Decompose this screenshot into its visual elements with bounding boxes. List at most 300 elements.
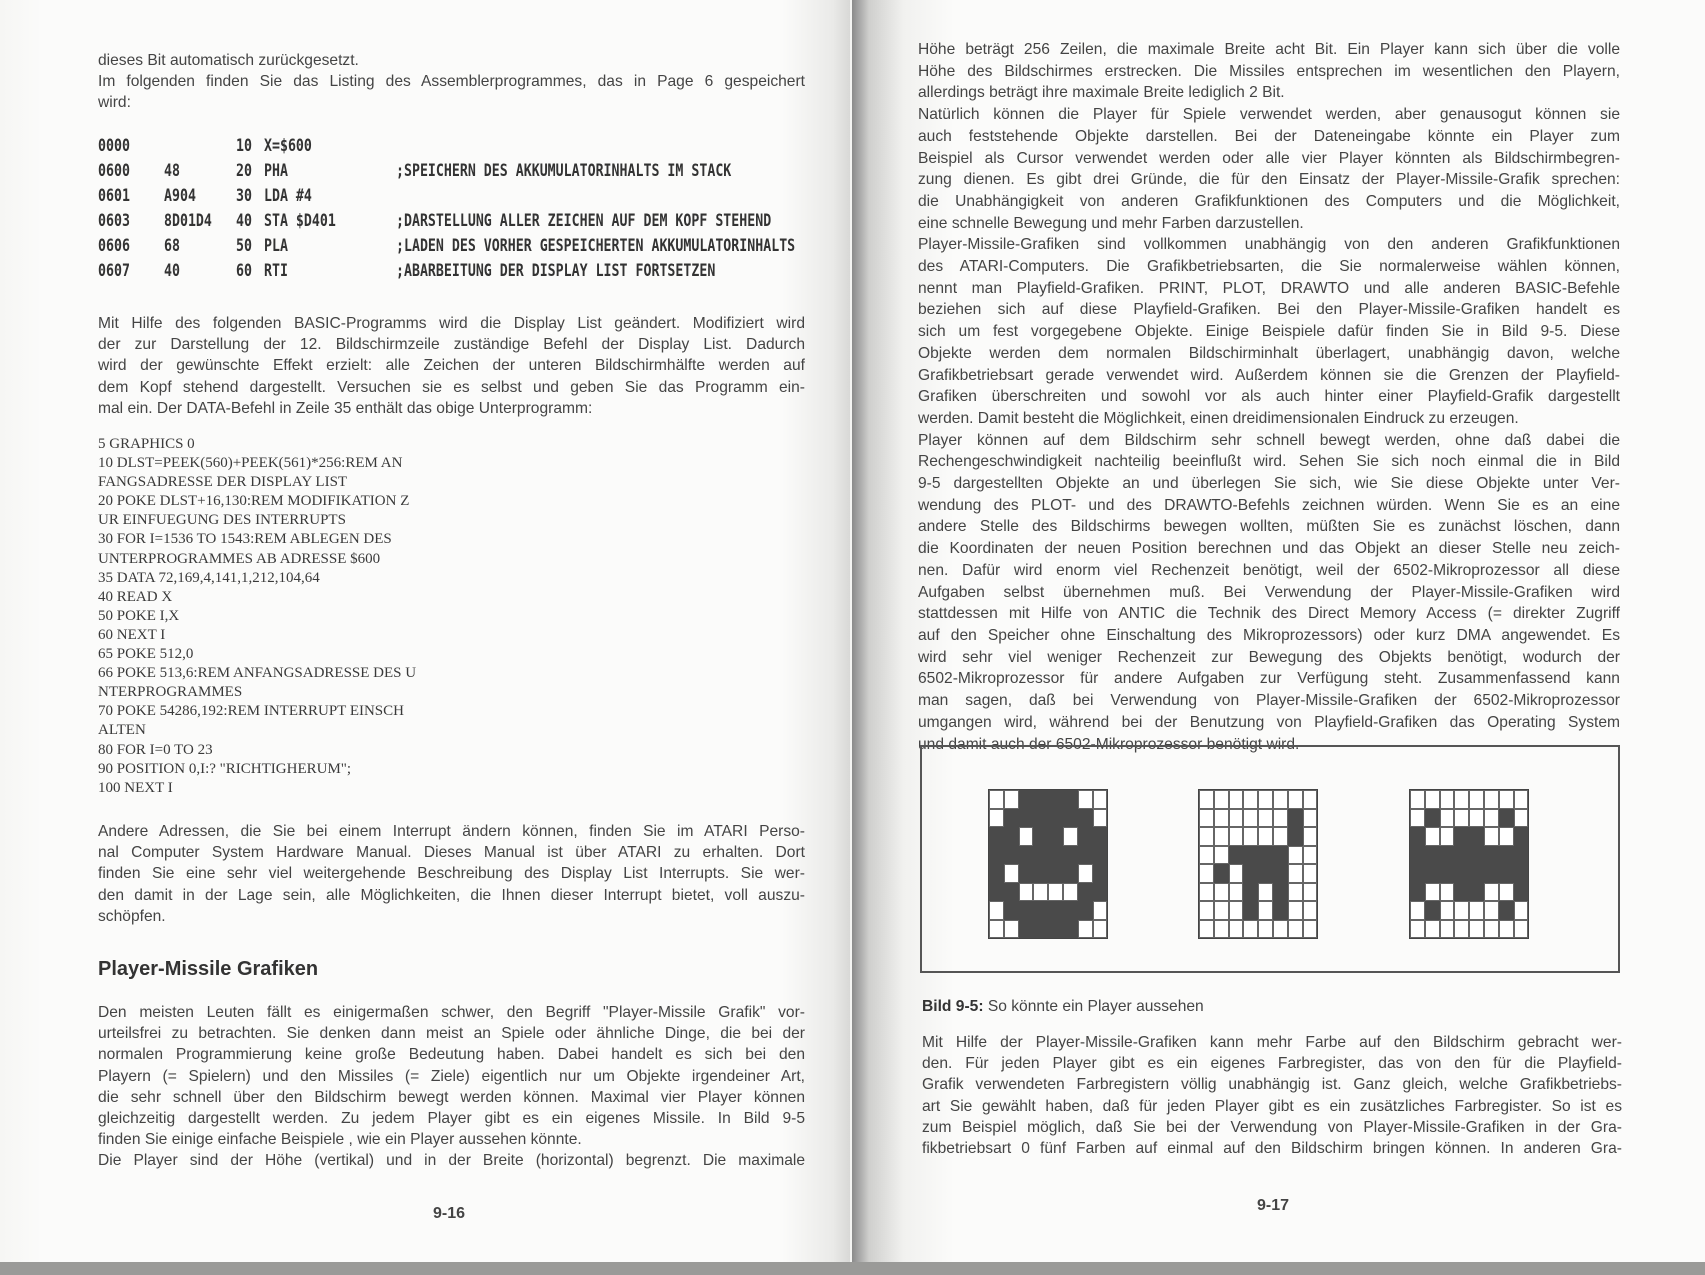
assembler-line: 30	[235, 186, 252, 206]
bitmap-cell	[1229, 790, 1244, 809]
text-line: Höhe des Bildschirmes erstrecken. Die Missiles entsprechen im wesentlichen den Playern,	[918, 62, 1620, 80]
bitmap-cell	[1214, 864, 1229, 883]
bitmap-cell	[1303, 901, 1318, 920]
section-heading: Player-Missile Grafiken	[98, 958, 319, 980]
assembler-addr: 0603	[98, 211, 130, 231]
bitmap-cell	[1410, 790, 1425, 809]
bitmap-cell	[1258, 809, 1273, 828]
bitmap-cell	[1033, 901, 1048, 920]
text-line: wendung des PLOT- und des DRAWTO-Befehls zeichnen würden. Wenn Sie es an eine	[918, 496, 1620, 514]
text-line: Grafiken überschreiten und sowohl vor als auch hinter einer Playfield-Grafik dargestellt	[918, 388, 1620, 406]
text-line: stattdessen mit Hilfe von ANTIC die Technik des Direct Memory Access (= direkter Zugriff	[918, 605, 1620, 623]
bitmap-cell	[1199, 901, 1214, 920]
bitmap-cell	[1214, 827, 1229, 846]
bitmap-cell	[1440, 846, 1455, 865]
bitmap-cell	[1004, 883, 1019, 902]
bitmap-cell	[1469, 827, 1484, 846]
bitmap-cell	[1425, 883, 1440, 902]
text-line: Player-Missile-Grafiken sind vollkommen unabhängig von den anderen Grafikfunktionen	[918, 236, 1620, 254]
bitmap-cell	[1093, 883, 1108, 902]
bitmap-cell	[1258, 883, 1273, 902]
bitmap-cell	[1048, 790, 1063, 809]
bitmap-cell	[1303, 920, 1318, 939]
text-line: fikbetriebsart 0 fünf Farben auf einmal auf den Bildschirm bringen können. In anderen Gra-	[922, 1140, 1622, 1158]
bitmap-cell	[1410, 846, 1425, 865]
bitmap-cell	[1078, 809, 1093, 828]
bitmap-cell	[1048, 901, 1063, 920]
assembler-instr: RTI	[263, 261, 288, 281]
text-line: Player können auf dem Bildschirm sehr schnell bewegt werden, ohne daß dabei die	[918, 431, 1620, 449]
players-paragraph	[98, 1002, 805, 1172]
text-line: wird der gewünschte Effekt erzielt: alle Zeichen der unteren Bildschirmhälfte werden auf	[98, 357, 805, 375]
bitmap-cell	[1484, 883, 1499, 902]
assembler-comment: ;ABARBEITUNG DER DISPLAY LIST FORTSETZEN	[395, 261, 716, 281]
text-line: gleichzeitig dargestellt werden. Zu jedem Player gibt es ein eigenes Missile. In Bild 9-5	[98, 1110, 805, 1128]
basic-line: 100 NEXT I	[98, 779, 173, 796]
bitmap-cell	[1469, 920, 1484, 939]
text-line: die sehr schnell über den Bildschirm bewegt werden können. Maximal vier Player können	[98, 1088, 805, 1106]
text-line: den. Für jeden Player gibt es ein eigenes Farbregister, das von den für die Playfield-	[922, 1055, 1622, 1073]
assembler-addr: 0600	[98, 161, 130, 181]
bitmap-cell	[1425, 846, 1440, 865]
bitmap-cell	[1484, 901, 1499, 920]
text-line: Objekte werden dem normalen Bildschirminhalt überlagert, unabhängig davon, welche	[918, 344, 1620, 362]
bitmap-cell	[1514, 864, 1529, 883]
bitmap-cell	[1273, 809, 1288, 828]
basic-line: 5 GRAPHICS 0	[98, 436, 195, 452]
assembler-comment: ;LADEN DES VORHER GESPEICHERTEN AKKUMULATORINHALTS	[395, 236, 796, 256]
text-line: allerdings beträgt ihre maximale Breite lediglich 2 Bit.	[918, 84, 1285, 102]
bitmap-cell	[1303, 864, 1318, 883]
text-line: die Koordinaten der neuen Position berechnen und das Objekt an dieser Stelle neu zeich-	[918, 540, 1620, 558]
bitmap-cell	[1229, 883, 1244, 902]
text-line: Die Player sind der Höhe (vertikal) und in der Breite (horizontal) begrenzt. Die maximale	[98, 1152, 805, 1170]
text-line: die Unabhängigkeit von anderen Grafikfunktionen des Computers und die Möglichkeit,	[918, 192, 1620, 210]
basic-line: FANGSADRESSE DER DISPLAY LIST	[98, 474, 348, 491]
bitmap-cell	[989, 920, 1004, 939]
bitmap-cell	[1063, 864, 1078, 883]
bitmap-cell	[1093, 809, 1108, 828]
bitmap-cell	[1469, 883, 1484, 902]
bitmap-cell	[1469, 846, 1484, 865]
text-line: andere Stelle des Bildschirms bewegen wollten, müßten Sie es zunächst löschen, dann	[918, 518, 1620, 536]
bitmap-cell	[1454, 827, 1469, 846]
text-line: Den meisten Leuten fällt es einigermaßen schwer, den Begriff "Player-Missile Grafik" vor-	[98, 1004, 805, 1021]
bitmap-cell	[1258, 846, 1273, 865]
bitmap-cell	[1484, 846, 1499, 865]
text-line: umgangen wird, während bei der Benutzung von Playfield-Grafiken das Operating System	[918, 713, 1620, 731]
bitmap-cell	[1410, 920, 1425, 939]
scan-edge	[0, 1262, 1705, 1275]
assembler-bytes: 40	[163, 261, 180, 281]
text-line: zung dienen. Es gibt drei Gründe, die für den Einsatz der Player-Missile-Grafik sprechen:	[918, 171, 1620, 189]
bitmap-cell	[1440, 864, 1455, 883]
text-line: mal ein. Der DATA-Befehl in Zeile 35 enthält das obige Unterprogramm:	[98, 399, 593, 417]
bitmap-cell	[1093, 901, 1108, 920]
bitmap-cell	[1440, 790, 1455, 809]
bitmap-cell	[1514, 809, 1529, 828]
bitmap-cell	[1199, 920, 1214, 939]
bitmap-cell	[1078, 846, 1093, 865]
bitmap-cell	[1033, 790, 1048, 809]
bitmap-cell	[1288, 883, 1303, 902]
bitmap-cell	[1033, 809, 1048, 828]
assembler-row	[98, 136, 800, 161]
bitmap-cell	[1078, 827, 1093, 846]
bitmap-cell	[1078, 920, 1093, 939]
bitmap-cell	[1078, 883, 1093, 902]
bitmap-cell	[1499, 883, 1514, 902]
bitmap-cell	[1063, 827, 1078, 846]
bitmap-cell	[1258, 920, 1273, 939]
text-line: Höhe beträgt 256 Zeilen, die maximale Breite acht Bit. Ein Player kann sich über die volle	[918, 41, 1620, 58]
bitmap-cell	[1243, 864, 1258, 883]
bitmap-cell	[1243, 827, 1258, 846]
bitmap-cell	[1093, 846, 1108, 865]
assembler-row	[98, 211, 800, 236]
assembler-row	[98, 261, 800, 286]
bitmap-cell	[1425, 901, 1440, 920]
text-line: wird:	[98, 94, 131, 112]
player-bitmap	[988, 789, 1108, 939]
assembler-instr: STA $D401	[263, 211, 336, 231]
bitmap-cell	[1273, 864, 1288, 883]
text-line: schöpfen.	[98, 907, 166, 925]
bitmap-cell	[1425, 790, 1440, 809]
basic-line: 70 POKE 54286,192:REM INTERRUPT EINSCH	[98, 703, 404, 720]
basic-listing	[98, 435, 416, 798]
basic-line: 60 NEXT I	[98, 626, 166, 643]
bitmap-cell	[1425, 827, 1440, 846]
caption-label: Bild 9-5:	[922, 998, 984, 1015]
bitmap-cell	[1048, 827, 1063, 846]
bitmap-cell	[989, 790, 1004, 809]
text-line: Playern (= Spielern) und den Missiles (= Ziele) eigentlich nur um Objekte irgendeiner Art,	[98, 1067, 805, 1085]
text-line: finden Sie einige einfache Beispiele , wie ein Player aussehen könnte.	[98, 1131, 582, 1149]
bitmap-cell	[1454, 846, 1469, 865]
basic-line: 40 READ X	[98, 588, 173, 605]
bitmap-cell	[1514, 790, 1529, 809]
text-line: nen. Dafür wird enorm viel Rechenzeit benötigt, weil der 6502-Mikroprozessor all diese	[918, 561, 1620, 579]
bitmap-cell	[1425, 920, 1440, 939]
page-number-right: 9-17	[1257, 1197, 1290, 1214]
bitmap-cell	[1273, 920, 1288, 939]
text-line: Grafik verwendeten Farbregistern völlig unabhängig ist. Ganz gleich, welche Grafikbetriebs-	[922, 1076, 1622, 1094]
bitmap-cell	[1514, 883, 1529, 902]
text-line: nennt man Playfield-Grafiken. PRINT, PLOT, DRAWTO und alle anderen BASIC-Befehle	[918, 279, 1620, 297]
bitmap-cell	[1033, 883, 1048, 902]
bitmap-cell	[989, 864, 1004, 883]
page-number-left: 9-16	[433, 1205, 466, 1222]
bitmap-cell	[1499, 864, 1514, 883]
assembler-bytes: 68	[163, 236, 180, 256]
bitmap-cell	[989, 883, 1004, 902]
bitmap-cell	[1469, 864, 1484, 883]
text-line: Rechengeschwindigkeit nachteilig beeinflußt wird. Sehen Sie sich noch einmal die in Bild	[918, 453, 1620, 471]
text-line: art Sie gewählt haben, daß für jeden Player gibt es ein zusätzliches Farbregister. So ist es	[922, 1097, 1622, 1115]
assembler-row	[98, 186, 800, 211]
bitmap-cell	[1288, 827, 1303, 846]
bitmap-cell	[1243, 901, 1258, 920]
text-line: der zur Darstellung der 12. Bildschirmzeile zuständige Befehl der Display List. Dadurch	[98, 336, 805, 354]
text-line: normalen Programmierung keine große Bedeutung haben. Dabei handelt es sich bei den	[98, 1046, 805, 1064]
bitmap-cell	[1019, 883, 1034, 902]
bitmap-cell	[1019, 901, 1034, 920]
bitmap-cell	[1258, 827, 1273, 846]
text-line: man sagen, daß bei Verwendung von Player-Missile-Grafiken der 6502-Mikroprozessor	[918, 692, 1620, 710]
bitmap-cell	[1288, 809, 1303, 828]
bitmap-cell	[1410, 901, 1425, 920]
bitmap-cell	[1063, 920, 1078, 939]
bitmap-cell	[1499, 901, 1514, 920]
bitmap-cell	[1454, 901, 1469, 920]
bitmap-cell	[1214, 809, 1229, 828]
assembler-instr: LDA #4	[263, 186, 312, 206]
assembler-comment: ;SPEICHERN DES AKKUMULATORINHALTS IM STACK	[395, 161, 732, 181]
bitmap-cell	[1469, 809, 1484, 828]
bitmap-cell	[1019, 846, 1034, 865]
text-line: auch feststehende Objekte darstellen. Bei der Dateneingabe könnte ein Player zum	[918, 127, 1620, 145]
assembler-comment: ;DARSTELLUNG ALLER ZEICHEN AUF DEM KOPF STEHEND	[395, 211, 772, 231]
bitmap-cell	[1004, 790, 1019, 809]
bitmap-cell	[1410, 883, 1425, 902]
bitmap-cell	[1063, 883, 1078, 902]
basic-line: NTERPROGRAMMES	[98, 684, 243, 701]
bitmap-cell	[1078, 901, 1093, 920]
bitmap-cell	[1004, 920, 1019, 939]
bitmap-cell	[1093, 920, 1108, 939]
bitmap-cell	[1093, 864, 1108, 883]
bitmap-cell	[1499, 827, 1514, 846]
text-line: Beispiel als Cursor verwendet werden oder alle vier Player könnten als Bildschirmbegren-	[918, 149, 1620, 167]
basic-line: ALTEN	[98, 722, 146, 739]
bitmap-cell	[1273, 790, 1288, 809]
bitmap-cell	[1214, 883, 1229, 902]
assembler-bytes: 8D01D4	[163, 211, 212, 231]
bitmap-cell	[1454, 790, 1469, 809]
bitmap-cell	[989, 809, 1004, 828]
assembler-addr: 0607	[98, 261, 130, 281]
assembler-bytes: 48	[163, 161, 180, 181]
assembler-line: 50	[235, 236, 252, 256]
bitmap-cell	[989, 827, 1004, 846]
bitmap-cell	[1303, 827, 1318, 846]
bitmap-cell	[1484, 864, 1499, 883]
intro-paragraph	[98, 50, 805, 114]
bitmap-cell	[1229, 827, 1244, 846]
player-bitmap	[1409, 789, 1529, 939]
bitmap-cell	[1440, 827, 1455, 846]
text-line: werden. Damit besteht die Möglichkeit, einen dreidimensionalen Eindruck zu erzeugen.	[918, 409, 1519, 427]
bitmap-cell	[1440, 809, 1455, 828]
bitmap-cell	[1033, 827, 1048, 846]
text-line: urteilsfrei zu betrachten. Sie denken dann meist an Spiele oder ähnliche Dinge, die bei der	[98, 1025, 805, 1043]
right-main-text	[918, 39, 1620, 755]
bitmap-cell	[1454, 809, 1469, 828]
basic-line: 50 POKE I,X	[98, 607, 180, 624]
bitmap-cell	[1199, 809, 1214, 828]
text-line: finden Sie eine sehr viel weitergehende Beschreibung des Display List Interrupts. Sie wer-	[98, 865, 805, 883]
text-line: den damit in der Lage sein, alle Möglichkeiten, die Ihnen dieser Interrupt bietet, voll auszu-	[98, 886, 805, 904]
bitmap-cell	[1469, 790, 1484, 809]
bitmap-cell	[1063, 901, 1078, 920]
bitmap-cell	[1243, 790, 1258, 809]
basic-line: 20 POKE DLST+16,130:REM MODIFIKATION Z	[98, 493, 410, 510]
text-line: dem Kopf stehend dargestellt. Versuchen sie es selbst und geben Sie das Programm ein-	[98, 378, 805, 396]
bitmap-cell	[1273, 883, 1288, 902]
text-line: auf den Speicher ohne Einschaltung des Mikroprozessors) oder kurz DMA angewendet. Es	[918, 626, 1620, 644]
bitmap-cell	[1214, 901, 1229, 920]
text-line: zum Beispiel möglich, daß Sie bei der Verwendung von Player-Missile-Grafiken in der Gra-	[922, 1118, 1622, 1136]
left-page	[0, 0, 850, 1262]
bitmap-cell	[1514, 901, 1529, 920]
assembler-instr: X=$600	[263, 136, 312, 156]
bitmap-cell	[1410, 809, 1425, 828]
bitmap-cell	[1229, 846, 1244, 865]
text-line: eine schnelle Bewegung und mehr Farben darzustellen.	[918, 214, 1304, 232]
bitmap-cell	[1019, 864, 1034, 883]
bitmap-cell	[1303, 790, 1318, 809]
bitmap-cell	[1048, 846, 1063, 865]
bitmap-cell	[1243, 809, 1258, 828]
assembler-addr: 0000	[98, 136, 130, 156]
bitmap-cell	[1499, 920, 1514, 939]
bitmap-cell	[1199, 790, 1214, 809]
bitmap-cell	[1214, 920, 1229, 939]
text-line: des ATARI-Computers. Die Grafikbetriebsarten, die Sie normalerweise wählen können,	[918, 258, 1620, 276]
bitmap-cell	[1048, 809, 1063, 828]
bitmap-cell	[989, 846, 1004, 865]
assembler-instr: PHA	[263, 161, 288, 181]
bitmap-cell	[1469, 901, 1484, 920]
figure-caption	[922, 998, 1204, 1016]
basic-line: 90 POSITION 0,I:? "RICHTIGHERUM";	[98, 760, 352, 777]
bitmap-cell	[1033, 846, 1048, 865]
bitmap-cell	[1199, 846, 1214, 865]
bitmap-cell	[1484, 809, 1499, 828]
assembler-row	[98, 161, 800, 186]
bitmap-cell	[1440, 920, 1455, 939]
text-line: Natürlich können die Player für Spiele verwendet werden, aber genausogut können sie	[918, 106, 1620, 124]
bitmap-cell	[1258, 901, 1273, 920]
basic-line: 35 DATA 72,169,4,141,1,212,104,64	[98, 569, 320, 586]
addresses-paragraph	[98, 821, 805, 927]
bitmap-cell	[1019, 920, 1034, 939]
bitmap-cell	[1273, 827, 1288, 846]
text-line: nal Computer System Hardware Manual. Dieses Manual ist über ATARI zu erhalten. Dort	[98, 844, 805, 862]
text-line: beziehen sich auf diese Playfield-Grafiken. Bei den Player-Missile-Grafiken handelt es	[918, 301, 1620, 319]
basic-line: UNTERPROGRAMMES AB ADRESSE $600	[98, 550, 381, 567]
text-line: Mit Hilfe der Player-Missile-Grafiken kann mehr Farbe auf den Bildschirm gebracht wer-	[922, 1034, 1622, 1051]
bitmap-cell	[1484, 920, 1499, 939]
bitmap-cell	[1258, 790, 1273, 809]
bitmap-cell	[1214, 790, 1229, 809]
bitmap-cell	[1514, 920, 1529, 939]
assembler-row	[98, 236, 800, 261]
bitmap-cell	[1214, 846, 1229, 865]
bitmap-cell	[1410, 827, 1425, 846]
colors-paragraph	[922, 1032, 1622, 1159]
bitmap-cell	[1288, 920, 1303, 939]
assembler-line: 20	[235, 161, 252, 181]
bitmap-cell	[1004, 827, 1019, 846]
assembler-addr: 0606	[98, 236, 130, 256]
player-bitmap	[1198, 789, 1318, 939]
bitmap-cell	[1273, 846, 1288, 865]
text-line: Aufgaben selbst übernehmen muß. Bei Verwendung der Player-Missile-Grafiken wird	[918, 583, 1620, 601]
caption-text: So könnte ein Player aussehen	[983, 998, 1204, 1015]
bitmap-cell	[1303, 846, 1318, 865]
assembler-line: 10	[235, 136, 252, 156]
bitmap-cell	[1440, 883, 1455, 902]
bitmap-cell	[1425, 809, 1440, 828]
text-line: Mit Hilfe des folgenden BASIC-Programms wird die Display List geändert. Modifiziert wird	[98, 315, 805, 332]
bitmap-cell	[1063, 846, 1078, 865]
bitmap-cell	[1019, 827, 1034, 846]
bitmap-cell	[1004, 901, 1019, 920]
text-line: 9-5 dargestellten Objekte an und überlegen Sie sich, wie Sie diese Objekte unter Ver-	[918, 475, 1620, 493]
text-line: Andere Adressen, die Sie bei einem Interrupt ändern können, finden Sie im ATARI Perso-	[98, 823, 805, 840]
bitmap-cell	[1425, 864, 1440, 883]
bitmap-cell	[1229, 864, 1244, 883]
basic-line: 66 POKE 513,6:REM ANFANGSADRESSE DES U	[98, 665, 417, 682]
bitmap-cell	[1019, 790, 1034, 809]
bitmap-cell	[1078, 790, 1093, 809]
assembler-addr: 0601	[98, 186, 130, 206]
bitmap-cell	[1288, 846, 1303, 865]
figure-9-5	[920, 745, 1620, 973]
text-line: und damit auch der 6502-Mikroprozessor benötigt wird.	[918, 735, 1300, 753]
bitmap-cell	[1033, 864, 1048, 883]
bitmap-cell	[1454, 864, 1469, 883]
bitmap-cell	[1033, 920, 1048, 939]
bitmap-cell	[1440, 901, 1455, 920]
bitmap-cell	[1243, 920, 1258, 939]
bitmap-cell	[1499, 846, 1514, 865]
bitmap-cell	[1004, 846, 1019, 865]
bitmap-cell	[1063, 809, 1078, 828]
basic-line: 10 DLST=PEEK(560)+PEEK(561)*256:REM AN	[98, 455, 403, 472]
bitmap-cell	[1199, 864, 1214, 883]
bitmap-cell	[1454, 920, 1469, 939]
bitmap-cell	[1288, 864, 1303, 883]
bitmap-cell	[989, 901, 1004, 920]
basic-line: 30 FOR I=1536 TO 1543:REM ABLEGEN DES	[98, 531, 392, 548]
basic-line: 65 POKE 512,0	[98, 646, 194, 663]
text-line: wird sehr viel weniger Rechenzeit zur Bewegung des Objekts benötigt, wodurch der	[918, 648, 1620, 666]
bitmap-cell	[1258, 864, 1273, 883]
bitmap-cell	[1410, 864, 1425, 883]
bitmap-cell	[1514, 846, 1529, 865]
bitmap-cell	[1093, 827, 1108, 846]
bitmap-cell	[1229, 920, 1244, 939]
bitmap-cell	[1004, 864, 1019, 883]
assembler-instr: PLA	[263, 236, 288, 256]
assembler-line: 60	[235, 261, 252, 281]
bitmap-cell	[1273, 901, 1288, 920]
bitmap-cell	[1019, 809, 1034, 828]
basic-intro-paragraph	[98, 313, 805, 419]
bitmap-cell	[1243, 846, 1258, 865]
text-line: dieses Bit automatisch zurückgesetzt.	[98, 52, 359, 69]
assembler-bytes: A904	[163, 186, 196, 206]
bitmap-cell	[1004, 809, 1019, 828]
assembler-line: 40	[235, 211, 252, 231]
bitmap-cell	[1048, 864, 1063, 883]
bitmap-cell	[1199, 883, 1214, 902]
bitmap-cell	[1063, 790, 1078, 809]
text-line: 6502-Mikroprozessor für andere Aufgaben zur Verfügung steht. Zusammenfassend kann	[918, 670, 1620, 688]
